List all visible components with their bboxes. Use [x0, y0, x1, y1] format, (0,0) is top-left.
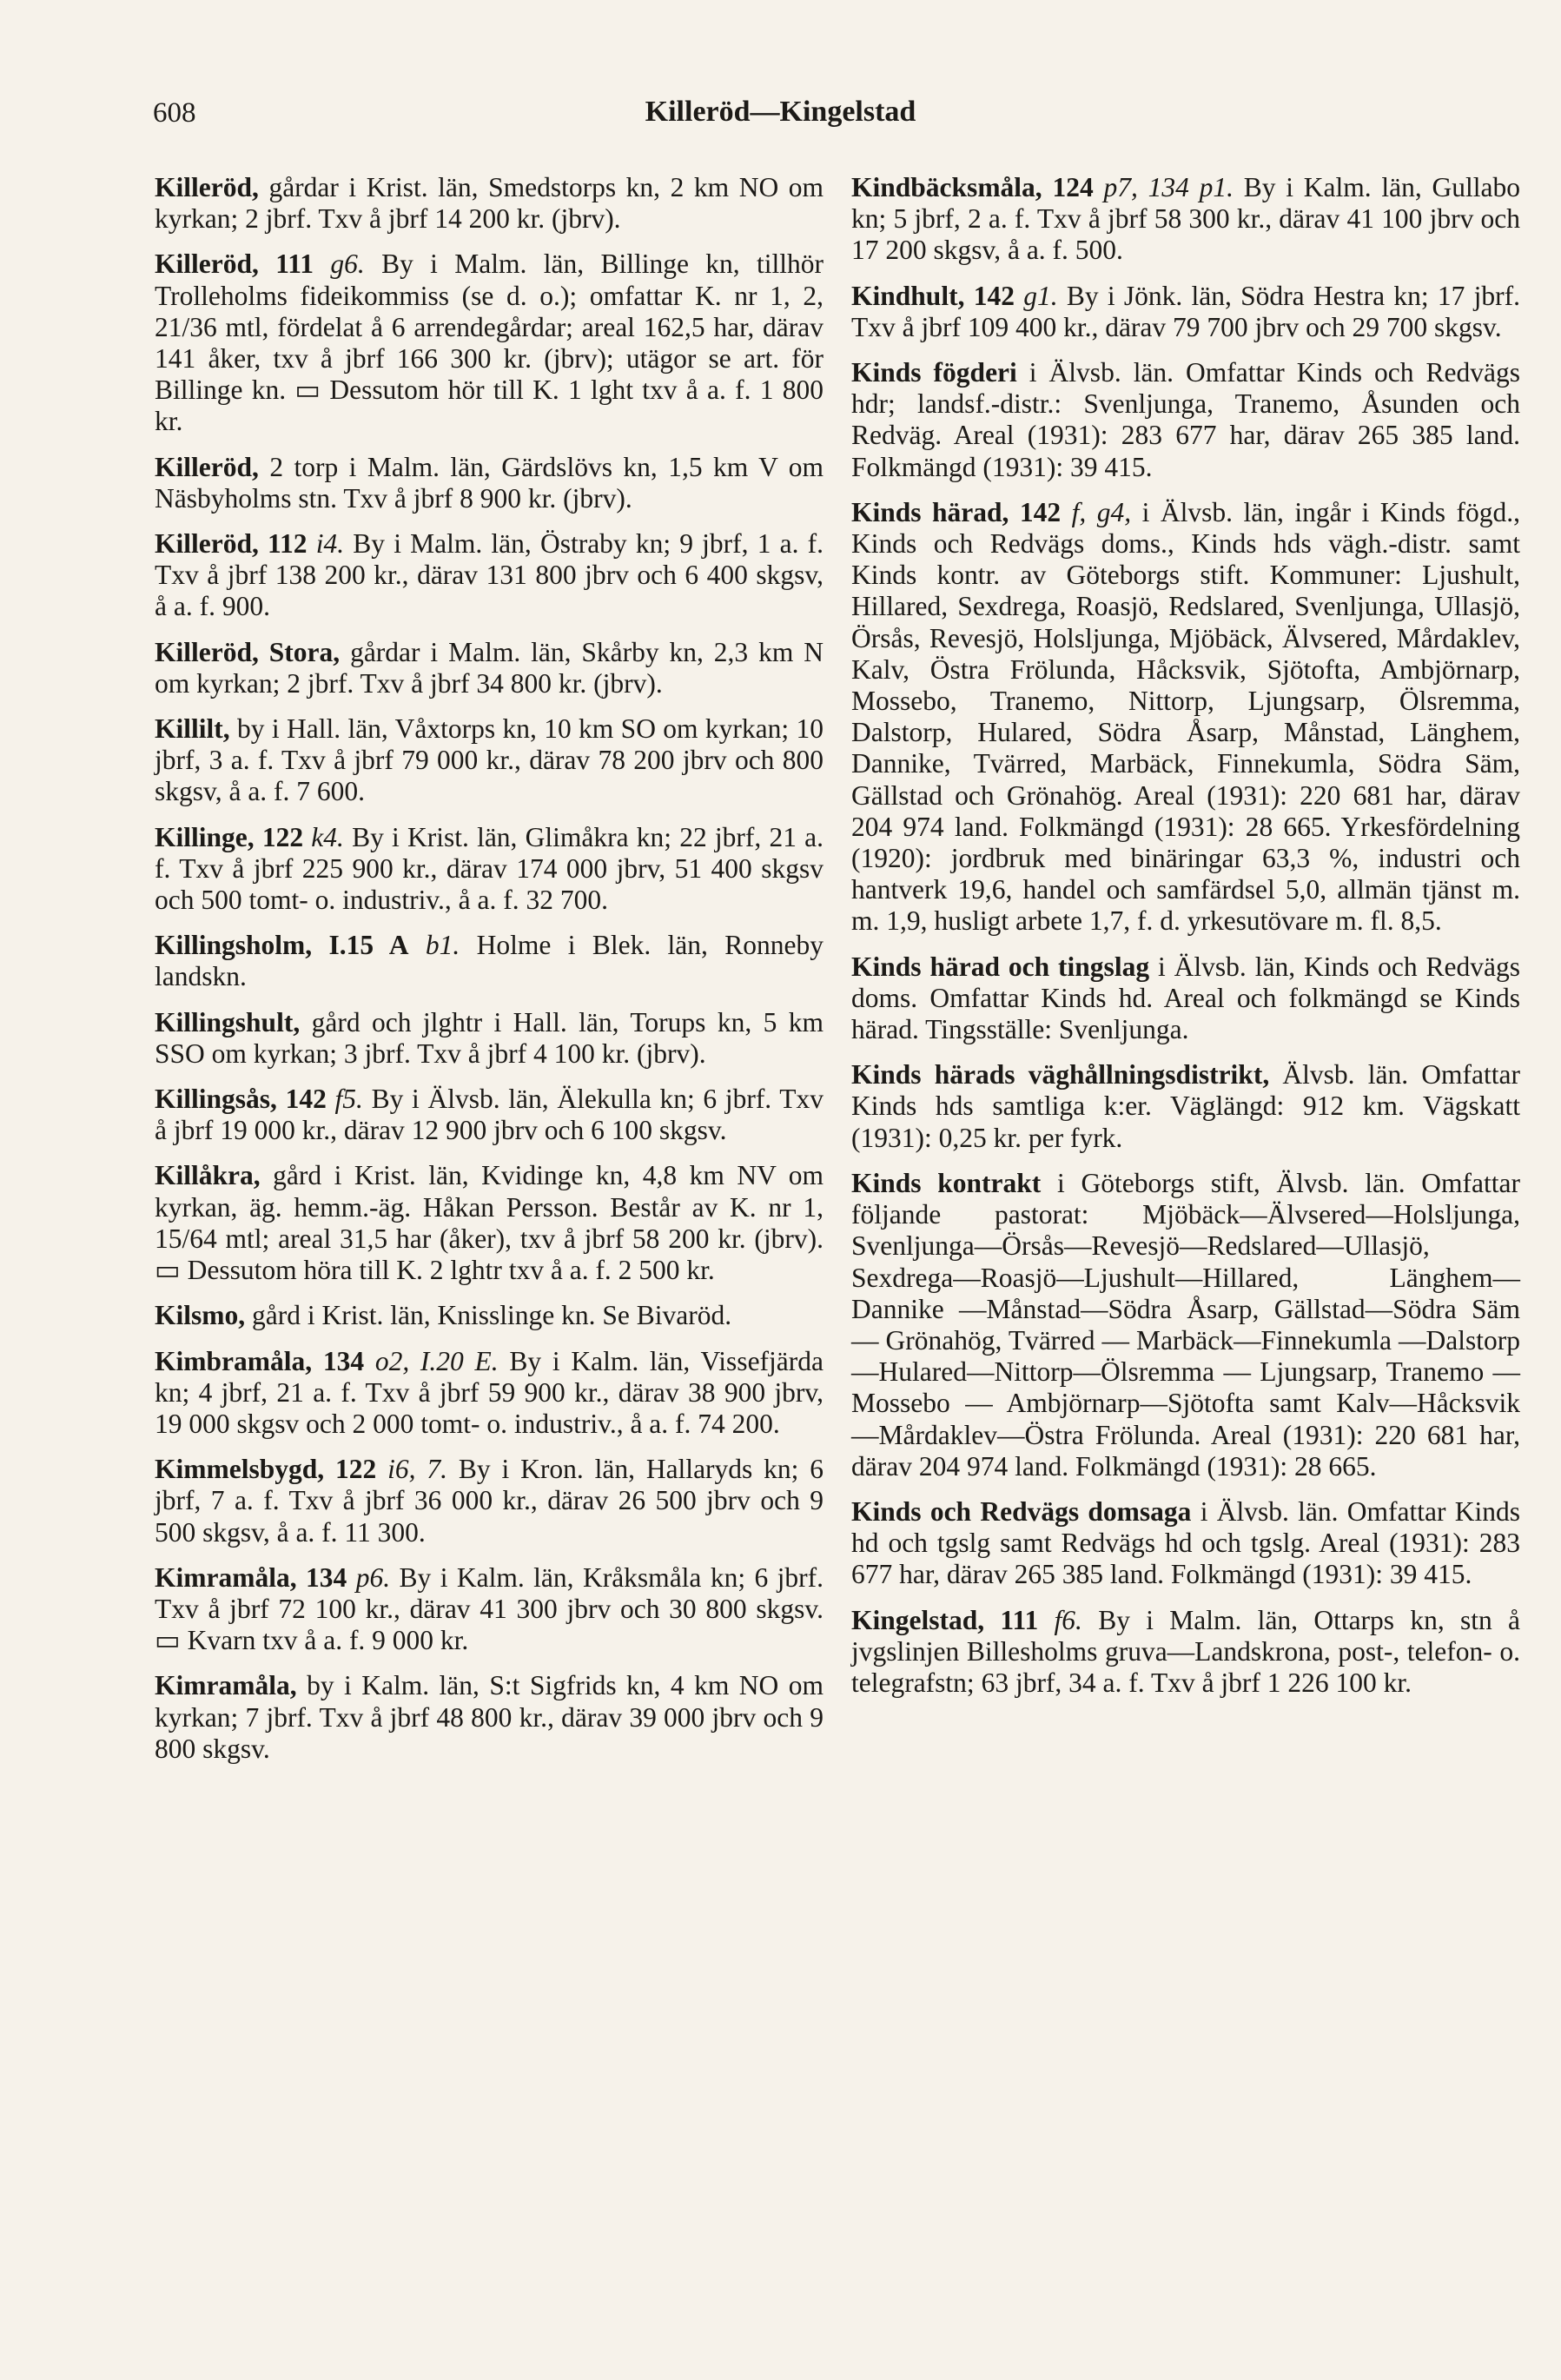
- dictionary-entry: [155, 1084, 823, 1146]
- entry-map-reference: f6.: [1054, 1604, 1082, 1635]
- entry-headword: Kingelstad, 111: [851, 1604, 1039, 1635]
- entry-headword: Kinds härad, 142: [851, 496, 1062, 527]
- dictionary-entry: [155, 713, 823, 808]
- entry-headword: Killilt,: [155, 713, 230, 745]
- dictionary-entry: [155, 822, 823, 917]
- entry-map-reference: g1.: [1023, 280, 1058, 311]
- entry-text: gårdar i Krist. län, Smedstorps kn, 2 km NO om kyrkan; 2 jbrf. Txv å jbrf 14 200 kr. (jbrv).: [155, 172, 824, 235]
- dictionary-entry: [851, 1168, 1520, 1482]
- dictionary-entry: [851, 1605, 1520, 1700]
- entry-map-reference: b1.: [425, 930, 460, 961]
- entry-headword: Killeröd, Stora,: [155, 636, 341, 667]
- left-column: [155, 172, 823, 1779]
- entry-map-reference: p6.: [355, 1561, 391, 1593]
- entry-text: gård och jlghtr i Hall. län, Torups kn, 5 km SSO om kyrkan; 3 jbrf. Txv å jbrf 4 100 kr. (jbrv).: [155, 1006, 823, 1069]
- entry-map-reference: k4.: [311, 821, 344, 852]
- entry-map-reference: f, g4,: [1071, 496, 1132, 527]
- entry-text: By i Jönk. län, Södra Hestra kn; 17 jbrf. Txv å jbrf 109 400 kr., därav 79 700 jbrv och 29 700 skgsv.: [851, 280, 1521, 342]
- entry-text: i Älvsb. län. Omfattar Kinds hd och tgslg samt Redvägs hd och tgslg. Areal (1931): 283 677 har, därav 265 385 land. Folkmängd (1931): 39 415.: [851, 1495, 1520, 1590]
- dictionary-entry: [155, 1007, 823, 1070]
- entry-text: By i Kron. län, Hallaryds kn; 6 jbrf, 7 a. f. Txv å jbrf 36 000 kr., därav 26 500 jbrv och 9 500 skgsv, å a. f. 11 300.: [155, 1454, 824, 1548]
- entry-headword: Kimmelsbygd, 122: [155, 1454, 377, 1485]
- entry-headword: Killåkra,: [155, 1160, 261, 1191]
- dictionary-entry: [155, 1562, 823, 1657]
- entry-headword: Kinds kontrakt: [851, 1167, 1042, 1198]
- entry-text: by i Kalm. län, S:t Sigfrids kn, 4 km NO om kyrkan; 7 jbrf. Txv å jbrf 48 800 kr., därav 39 000 jbrv och 9 800 skgsv.: [155, 1670, 824, 1764]
- entry-map-reference: i4.: [315, 528, 345, 560]
- entry-headword: Killeröd, 111: [155, 249, 314, 280]
- entry-headword: Killinge, 122: [155, 821, 304, 852]
- dictionary-entry: [155, 1670, 823, 1765]
- right-column: [851, 172, 1520, 1713]
- entry-text: By i Malm. län, Ottarps kn, stn å jvgslinjen Billesholms gruva—Landskrona, post-, telefon- o. telegrafstn; 63 jbrf, 34 a. f. Txv å jbrf 1 226 100 kr.: [851, 1604, 1521, 1698]
- dictionary-entry: [155, 249, 823, 437]
- entry-headword: Killeröd,: [155, 172, 259, 202]
- entry-text: By i Kalm. län, Kråksmåla kn; 6 jbrf. Txv å jbrf 72 100 kr., därav 41 300 jbrv och 30 800 skgsv. ▭ Kvarn txv å a. f. 9 000 kr.: [155, 1561, 824, 1656]
- entry-text: gård i Krist. län, Knisslinge kn. Se Bivaröd.: [252, 1300, 732, 1331]
- entry-map-reference: g6.: [330, 249, 365, 280]
- entry-text: By i Malm. län, Östraby kn; 9 jbrf, 1 a. f. Txv å jbrf 138 200 kr., därav 131 800 jbrv och 6 400 skgsv, å a. f. 900.: [155, 528, 824, 622]
- entry-headword: Kilsmo,: [155, 1300, 246, 1331]
- entry-headword: Kimramåla,: [155, 1670, 297, 1701]
- entry-headword: Kinds och Redvägs domsaga: [851, 1495, 1192, 1527]
- entry-headword: Kimramåla, 134: [155, 1561, 347, 1593]
- entry-text: i Älvsb. län, ingår i Kinds fögd., Kinds och Redvägs doms., Kinds hds vägh.-distr. samt Kinds kontr. av Göteborgs stift. Kommuner: Ljushult, Hillared, Sexdrega, Roasjö, Redslared, Svenljunga, Ullasjö, Örsås, Revesjö, Holsljunga, Mjöbäck, Älvsered, Mårdaklev, Kalv, Östra Frölunda, Håcksvik, Sjötofta, Ambjörnarp, Mossebo, Tranemo, Nittorp, Ljungsarp, Ölsremma, Dalstorp, Hulared, Södra Åsarp, Månstad, Länghem, Dannike, Tvärred, Marbäck, Finnekumla, Södra Säm, Gällstad och Grönahög. Areal (1931): 220 681 har, därav 204 974 land. Folkmängd (1931): 28 665. Yrkesfördelning (1920): jordbruk med binäringar 63,3 %, industri och hantverk 19,6, handel och samfärdsel 5,0, allmän tjänst m. m. 1,9, husligt arbete 1,7, f. d. yrkesutövare m. fl. 8,5.: [851, 496, 1521, 937]
- dictionary-entry: [851, 497, 1520, 938]
- dictionary-entry: [851, 1496, 1520, 1591]
- dictionary-entry: [851, 951, 1520, 1046]
- entry-text: Älvsb. län. Omfattar Kinds hds samtliga k:er. Väglängd: 912 km. Vägskatt (1931): 0,25 kr. per fyrk.: [851, 1059, 1520, 1153]
- entry-text: By i Kalm. län, Gullabo kn; 5 jbrf, 2 a. f. Txv å jbrf 58 300 kr., därav 41 100 jbrv och 17 200 skgsv, å a. f. 500.: [851, 172, 1521, 266]
- running-head: Killeröd—Kingelstad: [645, 96, 916, 128]
- dictionary-entry: [155, 172, 823, 235]
- dictionary-entry: [851, 281, 1520, 343]
- dictionary-entry: [155, 1454, 823, 1548]
- dictionary-entry: [851, 172, 1520, 267]
- dictionary-entry: [851, 1059, 1520, 1154]
- dictionary-entry: [155, 1300, 823, 1331]
- entry-text: 2 torp i Malm. län, Gärdslövs kn, 1,5 km V om Näsbyholms stn. Txv å jbrf 8 900 kr. (jbrv).: [155, 451, 823, 514]
- entry-headword: Killeröd,: [155, 451, 259, 482]
- entry-headword: Kinds härads väghållningsdistrikt,: [851, 1059, 1270, 1091]
- entry-text: By i Kalm. län, Vissefjärda kn; 4 jbrf, 21 a. f. Txv å jbrf 59 900 kr., därav 38 900 jbrv, 19 000 skgsv och 2 000 tomt- o. industriv., å a. f. 74 200.: [155, 1345, 823, 1439]
- entry-text: gård i Krist. län, Kvidinge kn, 4,8 km NV om kyrkan, äg. hemm.-äg. Håkan Persson. Består av K. nr 1, 15/64 mtl; areal 31,5 har (åker), txv å jbrf 58 200 kr. (jbrv). ▭ Dessutom höra till K. 2 lghtr txv å a. f. 2 500 kr.: [155, 1160, 823, 1286]
- entry-headword: Killingsås, 142: [155, 1084, 327, 1115]
- dictionary-entry: [155, 930, 823, 992]
- entry-text: By i Malm. län, Billinge kn, tillhör Trolleholms fideikommiss (se d. o.); omfattar K. nr 1, 2, 21/36 mtl, fördelat å 6 arrendegårdar; areal 162,5 har, därav 141 åker, txv å jbrf 166 300 kr. (jbrv); utägor se art. för Billinge kn. ▭ Dessutom hör till K. 1 lght txv å a. f. 1 800 kr.: [155, 249, 824, 437]
- entry-headword: Killingsholm, I.15 A: [155, 930, 409, 961]
- entry-text: Holme i Blek. län, Ronneby landskn.: [155, 930, 823, 992]
- page-number: 608: [153, 97, 196, 129]
- entry-text: By i Krist. län, Glimåkra kn; 22 jbrf, 21 a. f. Txv å jbrf 225 900 kr., därav 174 000 jbrv, 51 400 skgsv och 500 tomt- o. industriv., å a. f. 32 700.: [155, 821, 824, 916]
- entry-headword: Kinds fögderi: [851, 357, 1017, 388]
- dictionary-entry: [155, 452, 823, 514]
- dictionary-entry: [155, 528, 823, 623]
- entry-text: i Älvsb. län, Kinds och Redvägs doms. Omfattar Kinds hd. Areal och folkmängd se Kinds härad. Tingsställe: Svenljunga.: [851, 951, 1521, 1045]
- entry-headword: Killingshult,: [155, 1006, 301, 1038]
- entry-map-reference: f5.: [334, 1084, 363, 1115]
- entry-headword: Killeröd, 112: [155, 528, 308, 560]
- entry-text: By i Älvsb. län, Älekulla kn; 6 jbrf. Txv å jbrf 19 000 kr., därav 12 900 jbrv och 6 100 skgsv.: [155, 1084, 824, 1146]
- dictionary-entry: [155, 637, 823, 699]
- entry-headword: Kindbäcksmåla, 124: [851, 172, 1094, 202]
- entry-text: i Älvsb. län. Omfattar Kinds och Redvägs hdr; landsf.-distr.: Svenljunga, Tranemo, Åsunden och Redväg. Areal (1931): 283 677 har, därav 265 385 land. Folkmängd (1931): 39 415.: [851, 357, 1520, 482]
- dictionary-entry: [155, 1346, 823, 1441]
- entry-headword: Kinds härad och tingslag: [851, 951, 1150, 982]
- dictionary-entry: [155, 1160, 823, 1286]
- dictionary-entry: [851, 357, 1520, 483]
- entry-headword: Kindhult, 142: [851, 280, 1015, 311]
- entry-text: gårdar i Malm. län, Skårby kn, 2,3 km N om kyrkan; 2 jbrf. Txv å jbrf 34 800 kr. (jbrv).: [155, 636, 823, 699]
- entry-map-reference: i6, 7.: [387, 1454, 448, 1485]
- entry-text: i Göteborgs stift, Älvsb. län. Omfattar följande pastorat: Mjöbäck—Älvsered—Holsljunga, Svenljunga—Örsås—Revesjö—Redslared—Ullasjö, Sexdrega—Roasjö—Ljushult—Hillared, Länghem—Dannike —Månstad—Södra Åsarp, Gällstad—Södra Säm — Grönahög, Tvärred — Marbäck—Finnekumla —Dalstorp—Hulared—Nittorp—Ölsremma — Ljungsarp, Tranemo — Mossebo — Ambjörnarp—Sjötofta samt Kalv—Håcksvik —Mårdaklev—Östra Frölunda. Areal (1931): 220 681 har, därav 204 974 land. Folkmängd (1931): 28 665.: [851, 1167, 1521, 1482]
- entry-headword: Kimbramåla, 134: [155, 1345, 365, 1376]
- entry-text: by i Hall. län, Våxtorps kn, 10 km SO om kyrkan; 10 jbrf, 3 a. f. Txv å jbrf 79 000 kr., därav 78 200 jbrv och 800 skgsv, å a. f. 7 600.: [155, 713, 824, 807]
- entry-map-reference: p7, 134 p1.: [1103, 172, 1234, 202]
- entry-map-reference: o2, I.20 E.: [374, 1345, 499, 1376]
